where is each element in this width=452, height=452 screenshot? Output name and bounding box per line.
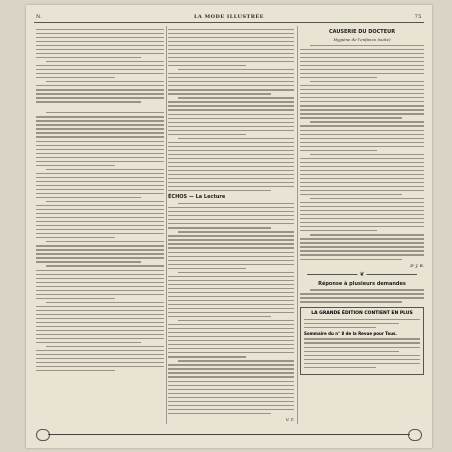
edition-box-text xyxy=(304,319,420,328)
text-line xyxy=(168,118,294,119)
text-line xyxy=(36,73,164,74)
text-line xyxy=(168,239,294,240)
text-line xyxy=(36,193,164,194)
text-line xyxy=(46,241,164,242)
text-line xyxy=(168,256,294,257)
toc-title: Sommaire du n° 8 de la Revue pour Tous. xyxy=(304,330,397,336)
section-ornament xyxy=(300,271,424,278)
text-line xyxy=(304,338,420,339)
text-line xyxy=(36,282,164,283)
text-line xyxy=(300,65,424,66)
text-line xyxy=(300,134,424,135)
text-line xyxy=(36,209,164,210)
text-line xyxy=(36,237,115,238)
text-line xyxy=(304,367,376,368)
text-line xyxy=(300,218,424,219)
text-line xyxy=(36,342,141,343)
footer-rule xyxy=(48,434,410,435)
text-line xyxy=(168,280,294,281)
newspaper-page xyxy=(26,5,432,448)
text-line xyxy=(300,142,424,143)
text-line xyxy=(36,185,164,186)
text-line xyxy=(168,174,294,175)
text-line xyxy=(36,145,164,146)
text-line xyxy=(168,158,294,159)
text-line xyxy=(300,230,377,231)
text-line xyxy=(304,359,420,360)
text-line xyxy=(168,89,294,90)
text-column-2 xyxy=(168,26,294,426)
text-line xyxy=(300,61,424,62)
text-line xyxy=(168,328,294,329)
text-column-1 xyxy=(36,26,164,426)
text-line xyxy=(168,312,294,313)
column-divider xyxy=(297,26,298,424)
header-page-number: 75 xyxy=(414,14,422,20)
text-line xyxy=(46,81,164,82)
text-line xyxy=(168,85,294,86)
text-line xyxy=(168,308,294,309)
text-line xyxy=(168,409,294,410)
text-line xyxy=(168,142,294,143)
text-line xyxy=(46,265,164,266)
corner-ornament-icon xyxy=(408,429,422,441)
text-line xyxy=(168,162,294,163)
text-line xyxy=(300,158,424,159)
text-line xyxy=(36,221,164,222)
text-line xyxy=(300,125,424,126)
text-line xyxy=(36,205,164,206)
text-line xyxy=(300,53,424,54)
text-line xyxy=(36,310,164,311)
text-line xyxy=(36,85,164,86)
text-line xyxy=(36,257,164,258)
text-line xyxy=(168,227,271,228)
text-line xyxy=(36,116,164,117)
column-3-text-block xyxy=(300,45,424,260)
text-line xyxy=(36,314,164,315)
text-line xyxy=(36,330,164,331)
text-line xyxy=(36,161,164,162)
text-line xyxy=(300,222,424,223)
text-line xyxy=(36,245,164,246)
text-line xyxy=(168,401,294,402)
text-line xyxy=(310,234,424,235)
text-line xyxy=(36,350,164,351)
text-line xyxy=(168,356,246,357)
text-line xyxy=(46,201,164,202)
column-2-text-block-top xyxy=(168,29,294,191)
text-line xyxy=(168,372,294,373)
text-line xyxy=(46,169,164,170)
text-line xyxy=(304,363,420,364)
text-line xyxy=(36,124,164,125)
column-1-text-block xyxy=(36,29,164,372)
text-line xyxy=(36,270,164,271)
text-line xyxy=(300,238,424,239)
text-line xyxy=(168,340,294,341)
text-line xyxy=(300,105,424,106)
text-line xyxy=(168,348,294,349)
text-line xyxy=(36,165,115,166)
text-line xyxy=(300,186,424,187)
text-line xyxy=(36,213,164,214)
text-line xyxy=(46,302,164,303)
text-line xyxy=(310,81,424,82)
text-line xyxy=(168,190,271,191)
column-divider xyxy=(166,26,167,424)
text-line xyxy=(178,272,294,273)
text-line xyxy=(168,182,294,183)
text-line xyxy=(300,259,402,260)
text-line xyxy=(178,231,294,232)
text-line xyxy=(36,173,164,174)
text-line xyxy=(36,338,164,339)
text-line xyxy=(168,126,294,127)
text-line xyxy=(36,141,164,142)
text-line xyxy=(168,114,294,115)
text-line xyxy=(178,69,294,70)
text-line xyxy=(36,157,164,158)
text-line xyxy=(168,223,294,224)
text-line xyxy=(168,352,294,353)
text-line xyxy=(300,93,424,94)
text-line xyxy=(304,319,420,320)
causerie-section-title: CAUSERIE DU DOCTEUR xyxy=(328,29,396,35)
text-line xyxy=(36,149,164,150)
text-line xyxy=(168,243,294,244)
header-left-label: N. xyxy=(36,14,43,20)
text-line xyxy=(36,29,164,30)
text-line xyxy=(300,293,424,294)
text-line xyxy=(36,120,164,121)
text-line xyxy=(168,376,294,377)
header-title: LA MODE ILLUSTRÉE xyxy=(194,14,264,20)
text-line xyxy=(168,186,294,187)
text-line xyxy=(168,385,294,386)
text-line xyxy=(36,326,164,327)
text-line xyxy=(168,41,294,42)
text-line xyxy=(168,413,271,414)
text-line xyxy=(300,69,424,70)
corner-ornament-icon xyxy=(36,429,50,441)
text-line xyxy=(168,252,294,253)
text-line xyxy=(168,178,294,179)
text-line xyxy=(36,197,141,198)
text-line xyxy=(36,49,164,50)
text-line xyxy=(168,316,271,317)
text-line xyxy=(36,128,164,129)
text-line xyxy=(168,81,294,82)
text-line xyxy=(36,65,164,66)
text-line xyxy=(300,89,424,90)
text-line xyxy=(300,109,424,110)
text-line xyxy=(36,290,164,291)
text-line xyxy=(36,132,164,133)
text-line xyxy=(168,324,294,325)
text-line xyxy=(168,61,294,62)
text-line xyxy=(168,336,294,337)
text-line xyxy=(168,29,294,30)
text-line xyxy=(300,210,424,211)
edition-box-title: LA GRANDE ÉDITION CONTIENT EN PLUS xyxy=(311,310,413,316)
text-line xyxy=(300,150,377,151)
text-line xyxy=(36,136,164,137)
text-line xyxy=(168,292,294,293)
text-line xyxy=(300,97,424,98)
text-line xyxy=(168,284,294,285)
text-line xyxy=(168,130,294,131)
text-line xyxy=(36,298,115,299)
text-line xyxy=(300,170,424,171)
text-line xyxy=(36,41,164,42)
text-line xyxy=(168,381,294,382)
text-line xyxy=(168,215,294,216)
text-line xyxy=(36,37,164,38)
text-line xyxy=(300,138,424,139)
toc-text xyxy=(304,338,420,367)
text-line xyxy=(304,351,399,352)
text-line xyxy=(168,37,294,38)
text-line xyxy=(300,85,424,86)
text-line xyxy=(36,153,164,154)
text-line xyxy=(36,101,141,102)
text-line xyxy=(36,306,164,307)
text-line xyxy=(300,297,424,298)
page-footer xyxy=(34,429,424,439)
text-line xyxy=(36,225,164,226)
text-line xyxy=(36,53,164,54)
text-line xyxy=(168,65,246,66)
text-line xyxy=(310,289,424,290)
text-line xyxy=(36,354,164,355)
text-line xyxy=(300,190,424,191)
text-line xyxy=(300,182,424,183)
text-line xyxy=(168,332,294,333)
edition-box xyxy=(300,307,424,375)
text-column-3 xyxy=(300,26,424,426)
text-line xyxy=(168,288,294,289)
text-line xyxy=(46,346,164,347)
text-line xyxy=(36,57,141,58)
text-line xyxy=(300,57,424,58)
text-line xyxy=(168,264,294,265)
text-line xyxy=(300,162,424,163)
text-line xyxy=(168,364,294,365)
echos-signature: V. T. xyxy=(285,416,294,422)
text-line xyxy=(168,405,294,406)
text-line xyxy=(178,320,294,321)
text-line xyxy=(300,226,424,227)
text-line xyxy=(300,254,424,255)
text-line xyxy=(300,174,424,175)
text-line xyxy=(168,389,294,390)
text-line xyxy=(36,45,164,46)
text-line xyxy=(168,150,294,151)
text-line xyxy=(300,301,402,302)
text-line xyxy=(310,45,424,46)
text-line xyxy=(168,344,294,345)
text-line xyxy=(36,93,164,94)
text-line xyxy=(304,355,420,356)
text-line xyxy=(168,397,294,398)
text-line xyxy=(168,393,294,394)
text-line xyxy=(300,130,424,131)
text-line xyxy=(168,146,294,147)
text-line xyxy=(168,304,294,305)
text-line xyxy=(168,207,294,208)
text-line xyxy=(36,358,164,359)
text-line xyxy=(36,177,164,178)
text-line xyxy=(168,276,294,277)
text-line xyxy=(36,286,164,287)
text-line xyxy=(168,93,271,94)
text-line xyxy=(36,217,164,218)
text-line xyxy=(168,260,294,261)
text-line xyxy=(168,53,294,54)
text-line xyxy=(300,202,424,203)
text-line xyxy=(168,368,294,369)
text-line xyxy=(178,97,294,98)
text-line xyxy=(46,61,164,62)
text-line xyxy=(168,109,294,110)
notice-text-block xyxy=(300,289,424,302)
text-line xyxy=(36,274,164,275)
text-line xyxy=(46,112,164,113)
text-line xyxy=(168,211,294,212)
text-line xyxy=(304,342,420,343)
text-line xyxy=(36,278,164,279)
text-line xyxy=(168,33,294,34)
text-line xyxy=(168,268,246,269)
text-line xyxy=(36,334,164,335)
running-header xyxy=(26,14,432,22)
text-line xyxy=(300,250,424,251)
text-line xyxy=(168,154,294,155)
text-line xyxy=(178,203,294,204)
header-rule xyxy=(34,22,424,23)
text-line xyxy=(36,366,164,367)
text-line xyxy=(168,247,294,248)
text-line xyxy=(36,181,164,182)
text-line xyxy=(36,370,115,371)
column-2-text-block-bottom xyxy=(168,203,294,414)
text-line xyxy=(300,101,424,102)
text-line xyxy=(168,45,294,46)
text-line xyxy=(36,322,164,323)
text-line xyxy=(300,242,424,243)
text-line xyxy=(168,49,294,50)
text-line xyxy=(300,246,424,247)
text-line xyxy=(178,360,294,361)
text-line xyxy=(36,318,164,319)
text-line xyxy=(300,166,424,167)
text-line xyxy=(168,134,246,135)
text-line xyxy=(304,347,420,348)
text-line xyxy=(168,296,294,297)
text-line xyxy=(310,198,424,199)
text-line xyxy=(168,170,294,171)
text-line xyxy=(36,69,164,70)
causerie-signature: D' J. R. xyxy=(410,262,424,268)
text-line xyxy=(36,97,164,98)
text-line xyxy=(168,101,294,102)
text-line xyxy=(168,73,294,74)
text-line xyxy=(310,154,424,155)
text-line xyxy=(304,327,376,328)
text-line xyxy=(300,77,377,78)
text-line xyxy=(168,77,294,78)
notice-title: Réponse à plusieurs demandes xyxy=(318,280,406,287)
text-line xyxy=(36,249,164,250)
text-line xyxy=(300,178,424,179)
echos-section-title: ÉCHOS — La Lecture xyxy=(168,194,226,201)
text-line xyxy=(300,49,424,50)
text-line xyxy=(168,235,294,236)
text-line xyxy=(310,121,424,122)
text-line xyxy=(300,206,424,207)
text-line xyxy=(300,146,424,147)
text-line xyxy=(168,300,294,301)
text-line xyxy=(168,57,294,58)
text-line xyxy=(36,253,164,254)
text-line xyxy=(36,189,164,190)
text-line xyxy=(304,323,399,324)
text-line xyxy=(178,138,294,139)
text-line xyxy=(168,122,294,123)
text-line xyxy=(36,229,164,230)
text-line xyxy=(36,362,164,363)
text-line xyxy=(36,294,164,295)
text-line xyxy=(300,117,402,118)
text-line xyxy=(36,89,164,90)
text-line xyxy=(300,214,424,215)
text-line xyxy=(300,194,402,195)
text-line xyxy=(300,73,424,74)
text-line xyxy=(36,77,115,78)
text-line xyxy=(36,33,164,34)
text-line xyxy=(36,261,141,262)
causerie-subtitle: Hygiène de l'enfance (suite) xyxy=(333,37,391,42)
text-line xyxy=(168,105,294,106)
fleuron-icon: ❦ xyxy=(359,270,365,278)
text-line xyxy=(300,113,424,114)
text-line xyxy=(168,219,294,220)
text-line xyxy=(36,233,164,234)
text-line xyxy=(168,166,294,167)
